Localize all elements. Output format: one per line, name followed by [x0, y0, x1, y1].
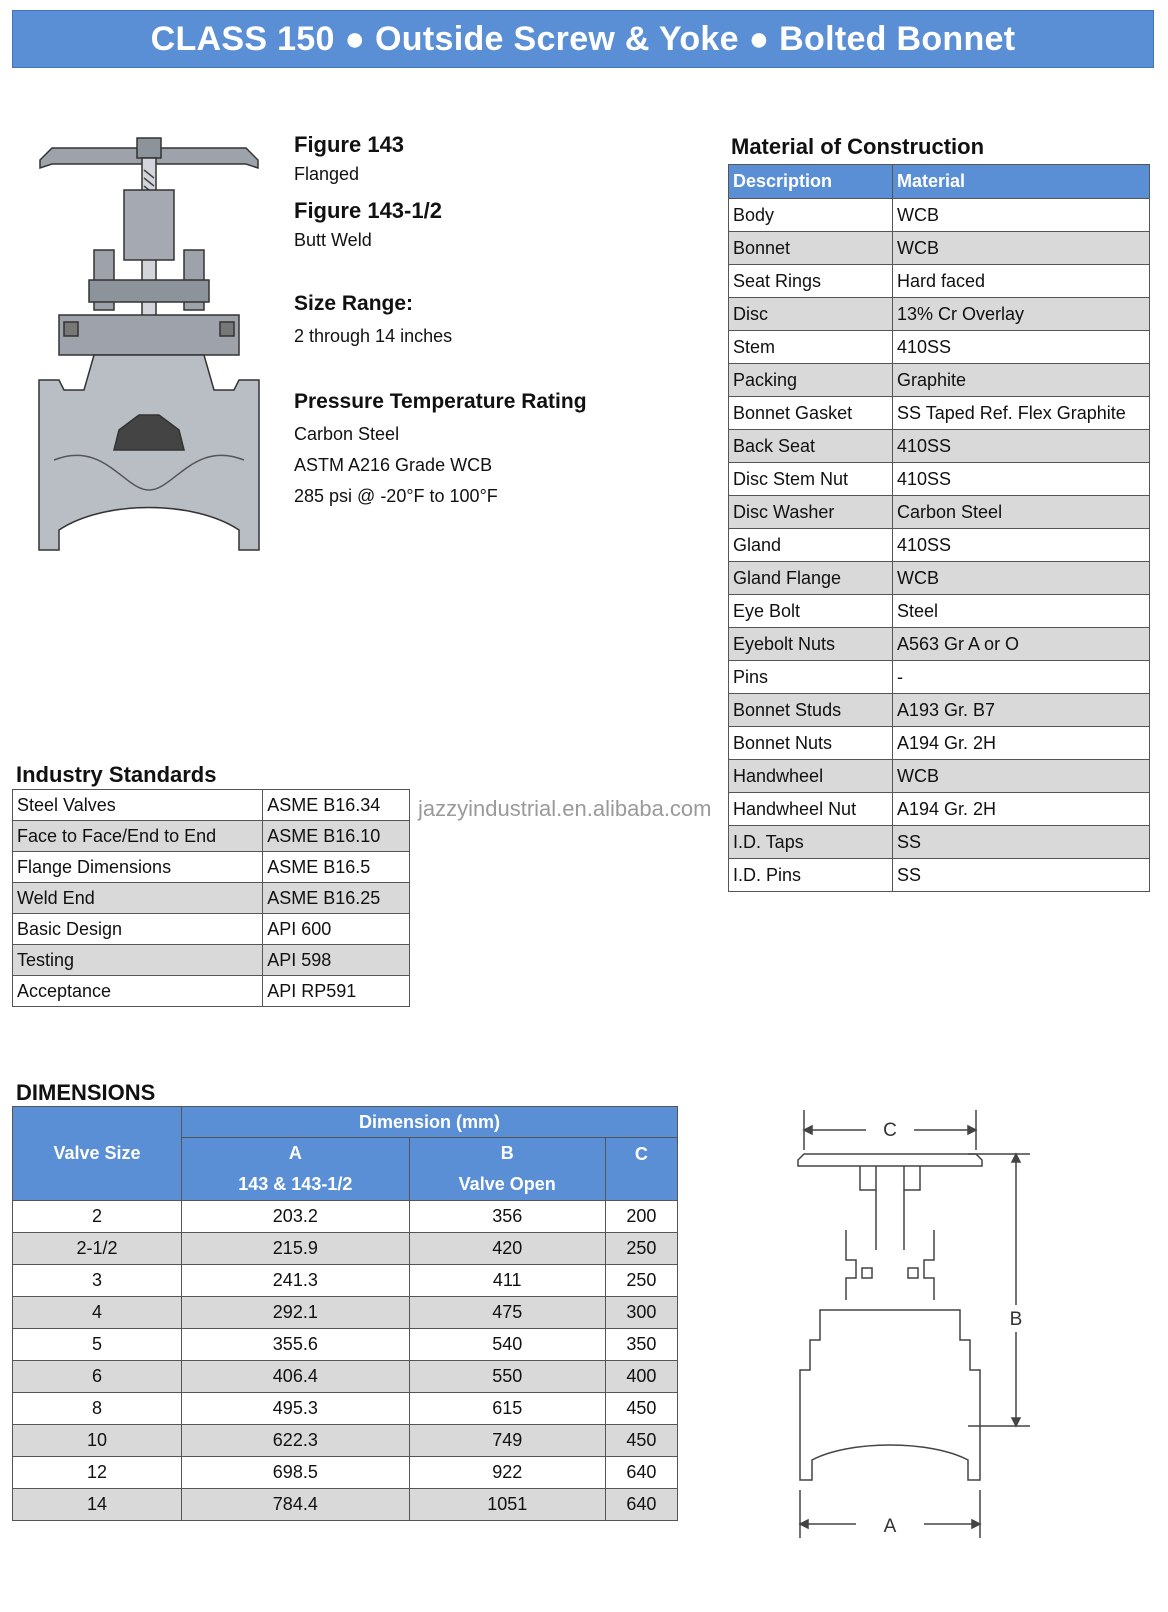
- diagram-label-c: C: [883, 1120, 897, 1141]
- dimensions-row-cell: 2-1/2: [13, 1233, 182, 1265]
- dimensions-row-cell: 640: [605, 1489, 677, 1521]
- dimensions-row-cell: 420: [409, 1233, 605, 1265]
- dimensions-row-cell: 615: [409, 1393, 605, 1425]
- materials-row-cell: Disc: [729, 298, 893, 331]
- figure-143-half-subtitle: Butt Weld: [294, 230, 372, 250]
- page-title-banner: CLASS 150 ● Outside Screw & Yoke ● Bolted Bonnet: [12, 10, 1154, 68]
- standards-row-cell: Testing: [13, 945, 263, 976]
- materials-row-cell: Bonnet Nuts: [729, 727, 893, 760]
- standards-row-cell: ASME B16.10: [263, 821, 410, 852]
- materials-row: [729, 694, 1150, 727]
- dimensions-row-cell: 3: [13, 1265, 182, 1297]
- dimensions-row-cell: 215.9: [182, 1233, 410, 1265]
- dimensions-row: [13, 1233, 678, 1265]
- standards-row-cell: API 600: [263, 914, 410, 945]
- standards-row: [13, 914, 410, 945]
- materials-row-cell: Pins: [729, 661, 893, 694]
- materials-row: [729, 859, 1150, 892]
- dimensions-header-a-label: A: [288, 1143, 302, 1163]
- dimensions-row-cell: 6: [13, 1361, 182, 1393]
- dimensions-row: [13, 1457, 678, 1489]
- figure-143-block: [294, 132, 404, 185]
- materials-row: [729, 826, 1150, 859]
- dimensions-row-cell: 203.2: [182, 1201, 410, 1233]
- materials-row-cell: Seat Rings: [729, 265, 893, 298]
- dimensions-header-valve-size: Valve Size: [13, 1107, 182, 1201]
- dimensions-row-cell: 14: [13, 1489, 182, 1521]
- pressure-rating-block: [294, 390, 587, 507]
- materials-row-cell: SS: [893, 826, 1150, 859]
- materials-row-cell: -: [893, 661, 1150, 694]
- materials-row-cell: Eye Bolt: [729, 595, 893, 628]
- standards-row-cell: Basic Design: [13, 914, 263, 945]
- standards-row: [13, 790, 410, 821]
- figure-143-half-title: Figure 143-1/2: [294, 198, 442, 223]
- materials-row: [729, 430, 1150, 463]
- dimensions-row-cell: 406.4: [182, 1361, 410, 1393]
- standards-row-cell: Weld End: [13, 883, 263, 914]
- materials-row-cell: WCB: [893, 760, 1150, 793]
- dimensions-row-cell: 350: [605, 1329, 677, 1361]
- materials-row-cell: Stem: [729, 331, 893, 364]
- materials-row: [729, 265, 1150, 298]
- figure-143-title: Figure 143: [294, 132, 405, 157]
- standards-row: [13, 976, 410, 1007]
- standards-row-cell: Face to Face/End to End: [13, 821, 263, 852]
- materials-row-cell: 410SS: [893, 331, 1150, 364]
- dimensions-row-cell: 356: [409, 1201, 605, 1233]
- materials-row-cell: Bonnet Studs: [729, 694, 893, 727]
- materials-row-cell: Gland: [729, 529, 893, 562]
- dimensions-row-cell: 4: [13, 1297, 182, 1329]
- materials-row-cell: Carbon Steel: [893, 496, 1150, 529]
- dimensions-header-b: [409, 1138, 605, 1201]
- materials-row-cell: 410SS: [893, 430, 1150, 463]
- dimensions-row: [13, 1361, 678, 1393]
- pressure-rating-line-1: Carbon Steel: [294, 424, 400, 444]
- materials-row: [729, 298, 1150, 331]
- materials-row: [729, 496, 1150, 529]
- dimensions-row-cell: 5: [13, 1329, 182, 1361]
- standards-row-cell: API RP591: [263, 976, 410, 1007]
- watermark-text: jazzyindustrial.en.alibaba.com: [418, 796, 712, 821]
- dimensions-row-cell: 300: [605, 1297, 677, 1329]
- standards-row-cell: ASME B16.34: [263, 790, 410, 821]
- size-range-value: 2 through 14 inches: [294, 326, 453, 346]
- dimensions-row-cell: 784.4: [182, 1489, 410, 1521]
- dimensions-row: [13, 1201, 678, 1233]
- materials-row-cell: Disc Washer: [729, 496, 893, 529]
- dimensions-row-cell: 540: [409, 1329, 605, 1361]
- dimensions-row-cell: 12: [13, 1457, 182, 1489]
- materials-row-cell: Handwheel Nut: [729, 793, 893, 826]
- dimensions-header-group: Dimension (mm): [182, 1107, 678, 1138]
- dimensions-table: [12, 1106, 678, 1521]
- materials-row-cell: I.D. Pins: [729, 859, 893, 892]
- materials-row-cell: Bonnet Gasket: [729, 397, 893, 430]
- dimensions-row: [13, 1489, 678, 1521]
- dimensions-row: [13, 1329, 678, 1361]
- materials-row-cell: 13% Cr Overlay: [893, 298, 1150, 331]
- dimensions-row-cell: 749: [409, 1425, 605, 1457]
- dimensions-row: [13, 1265, 678, 1297]
- dimensions-row-cell: 922: [409, 1457, 605, 1489]
- materials-row: [729, 364, 1150, 397]
- materials-row-cell: SS Taped Ref. Flex Graphite: [893, 397, 1150, 430]
- standards-row-cell: Flange Dimensions: [13, 852, 263, 883]
- pressure-rating-line-2: ASTM A216 Grade WCB: [294, 455, 493, 475]
- standards-row: [13, 852, 410, 883]
- standards-row: [13, 821, 410, 852]
- standards-table: [12, 789, 410, 1007]
- figure-143-half-block: [294, 198, 442, 251]
- dimensions-row-cell: 8: [13, 1393, 182, 1425]
- dimensions-row-cell: 698.5: [182, 1457, 410, 1489]
- pressure-rating-title: Pressure Temperature Rating: [294, 390, 587, 413]
- dimensions-header-a-sub: 143 & 143-1/2: [238, 1174, 353, 1194]
- standards-row-cell: Acceptance: [13, 976, 263, 1007]
- dimensions-row-cell: 475: [409, 1297, 605, 1329]
- materials-row: [729, 562, 1150, 595]
- standards-title: Industry Standards: [16, 762, 217, 787]
- materials-row: [729, 628, 1150, 661]
- dimensions-row-cell: 200: [605, 1201, 677, 1233]
- materials-row: [729, 463, 1150, 496]
- dimensions-row-cell: 495.3: [182, 1393, 410, 1425]
- dimensions-row-cell: 10: [13, 1425, 182, 1457]
- materials-row-cell: 410SS: [893, 463, 1150, 496]
- materials-title: Material of Construction: [731, 134, 985, 159]
- materials-row: [729, 727, 1150, 760]
- materials-row-cell: 410SS: [893, 529, 1150, 562]
- dimensions-row-cell: 250: [605, 1265, 677, 1297]
- dimensions-header-b-sub: Valve Open: [458, 1174, 556, 1194]
- valve-cutaway-illustration: [34, 130, 264, 570]
- materials-row-cell: Disc Stem Nut: [729, 463, 893, 496]
- materials-header-description: Description: [729, 165, 893, 199]
- materials-table: [728, 164, 1150, 892]
- dimensions-row-cell: 450: [605, 1425, 677, 1457]
- dimensions-row: [13, 1393, 678, 1425]
- dimensions-row-cell: 1051: [409, 1489, 605, 1521]
- materials-row-cell: Gland Flange: [729, 562, 893, 595]
- materials-row-cell: Bonnet: [729, 232, 893, 265]
- diagram-label-a: A: [883, 1516, 897, 1537]
- materials-row-cell: A194 Gr. 2H: [893, 727, 1150, 760]
- dimensions-row-cell: 411: [409, 1265, 605, 1297]
- dimensions-header-c: C: [605, 1138, 677, 1201]
- materials-row-cell: Handwheel: [729, 760, 893, 793]
- materials-row-cell: SS: [893, 859, 1150, 892]
- materials-row: [729, 529, 1150, 562]
- dimensions-row-cell: 2: [13, 1201, 182, 1233]
- materials-row-cell: A193 Gr. B7: [893, 694, 1150, 727]
- standards-row-cell: Steel Valves: [13, 790, 263, 821]
- materials-row-cell: WCB: [893, 232, 1150, 265]
- pressure-rating-line-3: 285 psi @ -20°F to 100°F: [294, 486, 498, 506]
- dimensions-row-cell: 450: [605, 1393, 677, 1425]
- dimensions-row-cell: 250: [605, 1233, 677, 1265]
- materials-row-cell: Body: [729, 199, 893, 232]
- dimensions-row: [13, 1425, 678, 1457]
- standards-row-cell: ASME B16.25: [263, 883, 410, 914]
- materials-row: [729, 793, 1150, 826]
- size-range-title: Size Range:: [294, 292, 414, 315]
- dimensions-row: [13, 1297, 678, 1329]
- materials-row-cell: WCB: [893, 562, 1150, 595]
- dimensions-header-b-label: B: [500, 1143, 514, 1163]
- materials-row: [729, 199, 1150, 232]
- dimensions-title: DIMENSIONS: [16, 1080, 156, 1105]
- materials-row: [729, 331, 1150, 364]
- standards-row: [13, 883, 410, 914]
- materials-row-cell: Steel: [893, 595, 1150, 628]
- size-range-block: [294, 292, 452, 347]
- materials-row-cell: Hard faced: [893, 265, 1150, 298]
- figure-143-subtitle: Flanged: [294, 164, 360, 184]
- standards-row-cell: ASME B16.5: [263, 852, 410, 883]
- dimensions-row-cell: 550: [409, 1361, 605, 1393]
- materials-row: [729, 661, 1150, 694]
- dimensions-row-cell: 640: [605, 1457, 677, 1489]
- materials-row-cell: Back Seat: [729, 430, 893, 463]
- dimensions-row-cell: 355.6: [182, 1329, 410, 1361]
- valve-dimension-diagram: [790, 1110, 1050, 1570]
- dimensions-row-cell: 622.3: [182, 1425, 410, 1457]
- dimensions-row-cell: 241.3: [182, 1265, 410, 1297]
- materials-row-cell: Eyebolt Nuts: [729, 628, 893, 661]
- diagram-label-b: B: [1009, 1309, 1023, 1330]
- materials-row-cell: A194 Gr. 2H: [893, 793, 1150, 826]
- materials-row-cell: WCB: [893, 199, 1150, 232]
- dimensions-row-cell: 292.1: [182, 1297, 410, 1329]
- materials-row-cell: Packing: [729, 364, 893, 397]
- materials-row-cell: Graphite: [893, 364, 1150, 397]
- materials-row: [729, 595, 1150, 628]
- materials-row-cell: A563 Gr A or O: [893, 628, 1150, 661]
- materials-row-cell: I.D. Taps: [729, 826, 893, 859]
- standards-row-cell: API 598: [263, 945, 410, 976]
- dimensions-header-a: [182, 1138, 410, 1201]
- dimensions-row-cell: 400: [605, 1361, 677, 1393]
- standards-row: [13, 945, 410, 976]
- materials-row: [729, 760, 1150, 793]
- materials-row: [729, 397, 1150, 430]
- materials-row: [729, 232, 1150, 265]
- materials-header-material: Material: [893, 165, 1150, 199]
